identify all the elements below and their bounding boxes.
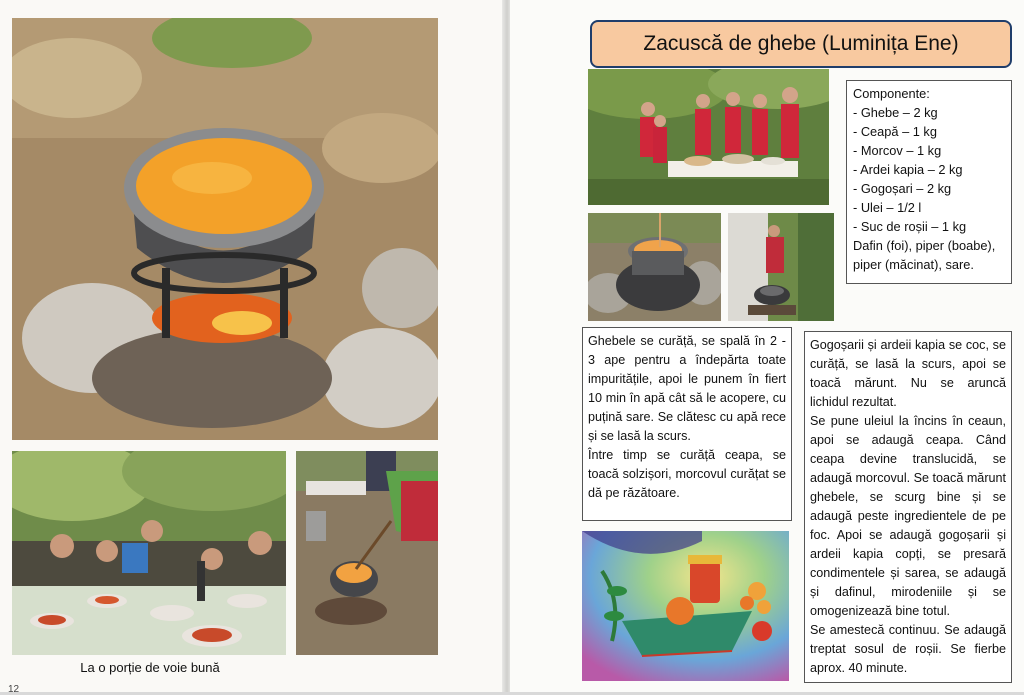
ingredient-item: - Morcov – 1 kg [853,143,942,158]
photo-caption: La o porție de voie bună [80,660,220,675]
photo-stirring-cauldron [296,451,438,655]
ingredient-item: - Ghebe – 2 kg [853,105,938,120]
photo-cauldron-on-fire [12,18,438,440]
steps-left-box [582,327,792,521]
left-page [0,0,506,695]
step-paragraph: Se amestecă continuu. Se adaugă treptat sosul de roșii. Se fierbe aprox. 40 minute. [810,623,1006,675]
step-paragraph: Între timp se curăță ceapa, se toacă solzișori, morcovul curățat se dă pe răzătoare. [588,448,786,500]
ingredient-item: - Ceapă – 1 kg [853,124,937,139]
page-number: 12 [8,684,20,695]
steps-right-box [804,331,1012,683]
ingredient-item: - Ulei – 1/2 l [853,200,922,215]
step-paragraph: Gogoșarii și ardeii kapia se coc, se curăță, se lasă la scurs, apoi se toacă mărunt. Nu se aruncă lichidul rezultat. [810,338,1006,409]
ingredient-item: - Suc de roșii – 1 kg [853,219,967,234]
ingredients-box [846,80,1012,284]
ingredient-item: - Gogoșari – 2 kg [853,181,952,196]
illustration-zacusca-jar [582,531,789,681]
ingredients-spices: Dafin (foi), piper (boabe), piper (măcinat), sare. [853,238,996,272]
step-paragraph: Ghebele se curăță, se spală în 2 - 3 ape pentru a îndepărta toate impuritățile, apoi le punem în fiert 10 min în apă cât să le acopere, cu puțină sare. Se clătesc cu apă rece și se lasă la scurs. [588,334,786,443]
ingredients-heading: Componente: [853,86,930,101]
step-paragraph: Se pune uleiul la încins în ceaun, apoi se adaugă ceapa. Când ceapa devine translucidă, se adaugă morcovul. Se toacă mărunt ghebele, se scurg bine și se adaugă peste ingredientele de pe foc. Apoi se adaugă gogoșarii și ardeii kapia copți, se presară condimentele și sarea, se adaugă și dafinul, mirodeniile și se omogenizează bine totul. [810,414,1007,618]
photo-cooking-team [588,69,829,205]
recipe-title: Zacuscă de ghebe (Luminița Ene) [590,20,1012,68]
photo-woman-cooking [728,213,834,321]
photo-pot-closeup [588,213,721,321]
photo-group-feast [12,451,286,655]
ingredient-item: - Ardei kapia – 2 kg [853,162,963,177]
